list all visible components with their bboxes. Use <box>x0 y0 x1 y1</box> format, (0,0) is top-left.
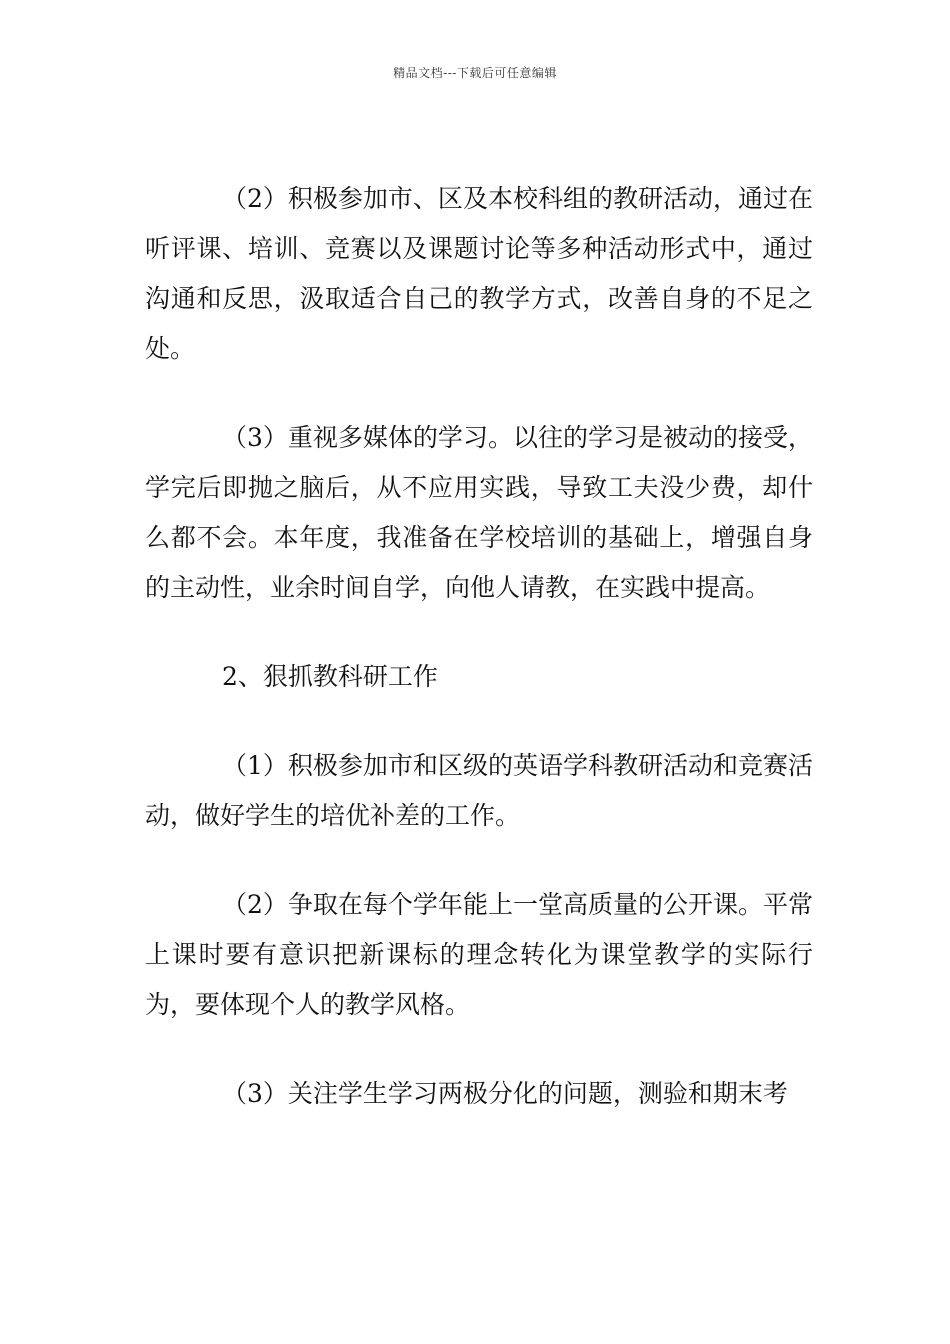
section-heading: 2、狠抓教科研工作 <box>222 662 438 691</box>
paragraph-2: （3）重视多媒体的学习。以往的学习是被动的接受，学完后即抛之脑后，从不应用实践，导致工夫没少费，却什么都不会。本年度，我准备在学校培训的基础上，增强自身的主动性，业余时间自学，向他人请教，在实践中提高。 <box>145 423 813 602</box>
paragraph-5: （3）关注学生学习两极分化的问题，测验和期末考 <box>222 1079 788 1108</box>
paragraph-4: （2）争取在每个学年能上一堂高质量的公开课。平常上课时要有意识把新课标的理念转化为课堂教学的实际行为，要体现个人的教学风格。 <box>145 890 813 1019</box>
paragraph-spacer <box>145 1030 813 1069</box>
paragraph-spacer <box>145 613 813 652</box>
page-header: 精品文档---下载后可任意编辑 <box>393 66 557 80</box>
paragraph-spacer <box>145 374 813 413</box>
document-body <box>145 174 813 1119</box>
paragraph-spacer <box>145 841 813 880</box>
paragraph-1: （2）积极参加市、区及本校科组的教研活动，通过在听评课、培训、竞赛以及课题讨论等多种活动形式中，通过沟通和反思，汲取适合自己的教学方式，改善自身的不足之处。 <box>145 184 813 363</box>
paragraph-3: （1）积极参加市和区级的英语学科教研活动和竞赛活动，做好学生的培优补差的工作。 <box>145 751 813 830</box>
paragraph-spacer <box>145 702 813 741</box>
